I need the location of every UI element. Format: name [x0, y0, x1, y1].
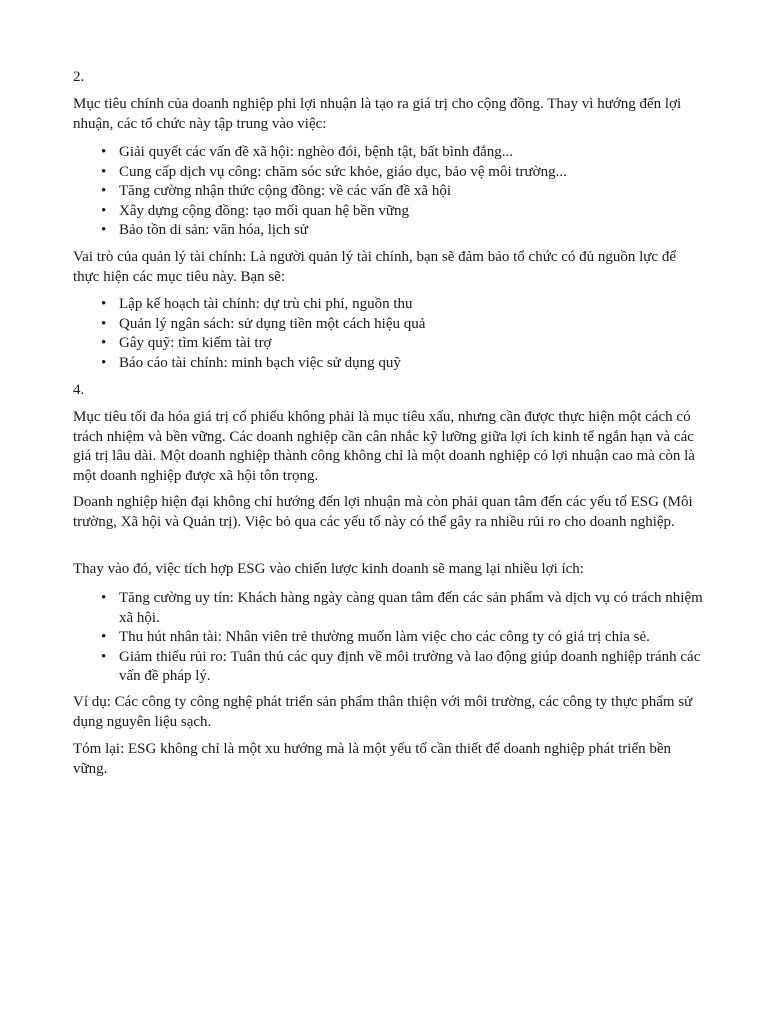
section-number-4: 4.	[73, 382, 85, 398]
list-item: • Xây dựng cộng đồng: tạo mối quan hệ bền vững	[73, 202, 703, 222]
list-item: • Giải quyết các vấn đề xã hội: nghèo đói, bệnh tật, bất bình đẳng...	[73, 143, 703, 163]
section-number-2: 2.	[73, 69, 85, 85]
finance-role-paragraph: Vai trò của quản lý tài chính: Là người quản lý tài chính, bạn sẽ đảm bảo tổ chức có đủ nguồn lực để thực hiện các mục tiêu này. Bạn sẽ:	[73, 249, 676, 285]
esg-benefits-list	[73, 589, 703, 687]
list-item: • Báo cáo tài chính: minh bạch việc sử dụng quỹ	[73, 354, 703, 374]
nonprofit-intro-paragraph: Mục tiêu chính của doanh nghiệp phi lợi nhuận là tạo ra giá trị cho cộng đồng. Thay vì hướng đến lợi nhuận, các tổ chức này tập trung vào việc:	[73, 96, 682, 132]
example-paragraph: Ví dụ: Các công ty công nghệ phát triển sản phẩm thân thiện với môi trường, các công ty thực phẩm sử dụng nguyên liệu sạch.	[73, 694, 693, 730]
shareholder-value-paragraph: Mục tiêu tối đa hóa giá trị cổ phiếu không phải là mục tiêu xấu, nhưng cần được thực hiện một cách có trách nhiệm và bền vững. Các doanh nghiệp cần cân nhắc kỹ lưỡng giữa lợi ích kinh tế ngắn hạn và các giá trị lâu dài. Một doanh nghiệp thành công không chỉ là một doanh nghiệp có lợi nhuận cao mà còn là một doanh nghiệp được xã hội tôn trọng.	[73, 409, 695, 484]
list-item: • Cung cấp dịch vụ công: chăm sóc sức khỏe, giáo dục, bảo vệ môi trường...	[73, 163, 703, 183]
nonprofit-focus-list	[73, 143, 703, 241]
list-item: • Lập kế hoạch tài chính: dự trù chi phí, nguồn thu	[73, 295, 703, 315]
list-item: • Quản lý ngân sách: sử dụng tiền một cách hiệu quả	[73, 315, 703, 335]
list-item: • Giảm thiểu rủi ro: Tuân thủ các quy định về môi trường và lao động giúp doanh nghiệp tránh các vấn đề pháp lý.	[73, 648, 703, 687]
list-item: • Tăng cường nhận thức cộng đồng: về các vấn đề xã hội	[73, 182, 703, 202]
summary-paragraph: Tóm lại: ESG không chỉ là một xu hướng mà là một yếu tố cần thiết để doanh nghiệp phát triển bền vững.	[73, 741, 672, 777]
list-item: • Tăng cường uy tín: Khách hàng ngày càng quan tâm đến các sản phẩm và dịch vụ có trách nhiệm xã hội.	[73, 589, 703, 628]
esg-importance-paragraph: Doanh nghiệp hiện đại không chỉ hướng đến lợi nhuận mà còn phải quan tâm đến các yếu tố ESG (Môi trường, Xã hội và Quản trị). Việc bỏ qua các yếu tố này có thể gây ra nhiều rủi ro cho doanh nghiệp.	[73, 494, 693, 530]
esg-integration-paragraph: Thay vào đó, việc tích hợp ESG vào chiến lược kinh doanh sẽ mang lại nhiều lợi ích:	[73, 561, 584, 577]
finance-tasks-list	[73, 295, 703, 373]
list-item: • Gây quỹ: tìm kiếm tài trợ	[73, 334, 703, 354]
list-item: • Thu hút nhân tài: Nhân viên trẻ thường muốn làm việc cho các công ty có giá trị chia sẻ.	[73, 628, 703, 648]
list-item: • Bảo tồn di sản: văn hóa, lịch sử	[73, 221, 703, 241]
